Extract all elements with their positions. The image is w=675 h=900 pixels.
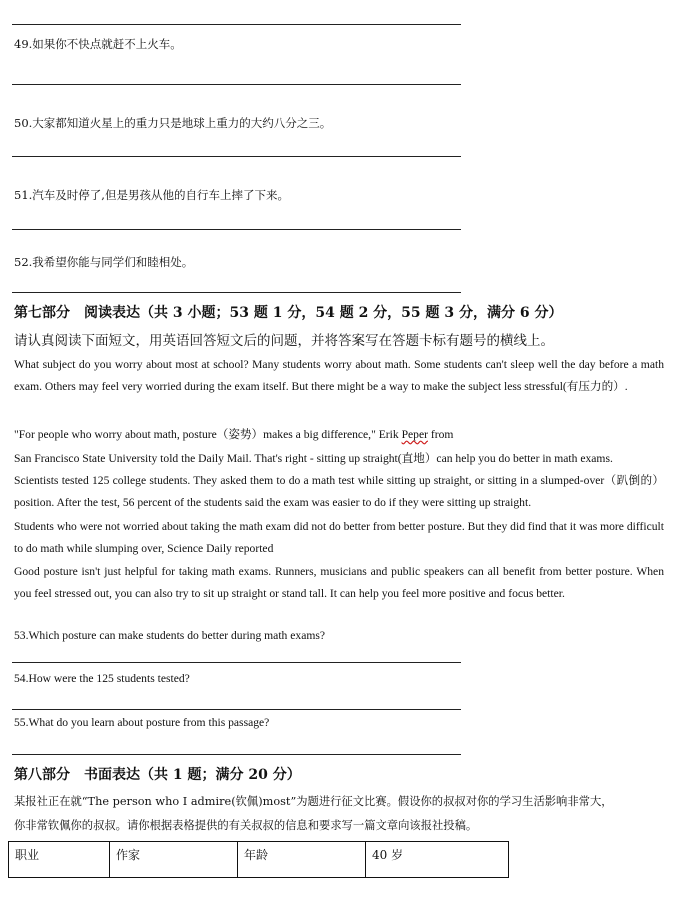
question-49: 49.如果你不快点就赶不上火车。 [14, 37, 182, 51]
part7-instruction: 请认真阅读下面短文，用英语回答短文后的问题，并将答案写在答题卡标有题号的横线上。 [14, 333, 554, 349]
reading-para-2 [14, 470, 664, 514]
answer-line [12, 24, 461, 25]
para-text: Good posture isn't just helpful for taking math exams. Runners, musicians and public speakers can all benefit from better posture. When you feel stressed out, you can also try to sit up straight or stand tall. It can help you feel more positive and focus better. [14, 565, 664, 600]
question-51: 51.汽车及时停了,但是男孩从他的自行车上摔了下来。 [14, 188, 289, 202]
table-cell-occupation-value: 作家 [110, 842, 238, 878]
answer-line [12, 84, 461, 85]
question-50: 50.大家都知道火星上的重力只是地球上重力的大约八分之三。 [14, 116, 332, 130]
name-peper: Peper [401, 428, 428, 441]
question-53: 53.Which posture can make students do better during math exams? [14, 629, 326, 642]
writing-prompt-line-2: 你非常钦佩你的叔叔。请你根据表格提供的有关叔叔的信息和要求写一篇文章向该报社投稿。 [14, 819, 478, 832]
reading-para-4 [14, 561, 664, 605]
reading-para-1b [14, 448, 664, 470]
para-text: What subject do you worry about most at school? Many students worry about math. Some students can't sleep well the day before a math exam. Others may feel very worried during the exam itself. But there might be a way to make the subject less stressful(有压力的）. [14, 358, 664, 393]
answer-line [12, 662, 461, 663]
table-cell-age-value: 40 岁 [366, 842, 509, 878]
question-52: 52.我希望你能与同学们和睦相处。 [14, 255, 194, 269]
quote-text-end: from [430, 428, 454, 441]
question-54: 54.How were the 125 students tested? [14, 672, 190, 685]
para-text: Students who were not worried about taking the math exam did not do better from better posture. But they did find that it was more difficult to do math while slumping over, Science Daily reported [14, 520, 664, 555]
quote-text: "For people who worry about math, posture（姿势）makes a big difference," Erik [14, 428, 399, 441]
quote-line [14, 426, 453, 442]
answer-line [12, 292, 461, 293]
reading-para-3 [14, 516, 664, 560]
uncle-info-table [8, 841, 509, 878]
answer-line [12, 754, 461, 755]
para-text: San Francisco State University told the Daily Mail. That's right - sitting up straight(直地）can help you do better in math exams. [14, 452, 613, 465]
para-text: Scientists tested 125 college students. They asked them to do a math test while sitting up straight, or sitting in a slumped-over（趴倒的）position. After the test, 56 percent of the students said the exam was easier to do if they were sitting up straight. [14, 474, 664, 509]
part8-heading: 第八部分 书面表达（共 1 题；满分 20 分） [14, 767, 301, 783]
table-cell-age-label: 年龄 [238, 842, 366, 878]
answer-line [12, 229, 461, 230]
part7-heading: 第七部分 阅读表达（共 3 小题；53 题 1 分，54 题 2 分，55 题 3 分，满分 6 分） [14, 305, 563, 321]
reading-para-1 [14, 354, 664, 398]
answer-line [12, 156, 461, 157]
writing-prompt-line-1: 某报社正在就“The person who I admire(钦佩)most”为题进行征文比赛。假设你的叔叔对你的学习生活影响非常大， [14, 795, 613, 808]
table-row [9, 842, 509, 878]
question-55: 55.What do you learn about posture from this passage? [14, 716, 270, 729]
answer-line [12, 709, 461, 710]
table-cell-occupation-label: 职业 [9, 842, 110, 878]
